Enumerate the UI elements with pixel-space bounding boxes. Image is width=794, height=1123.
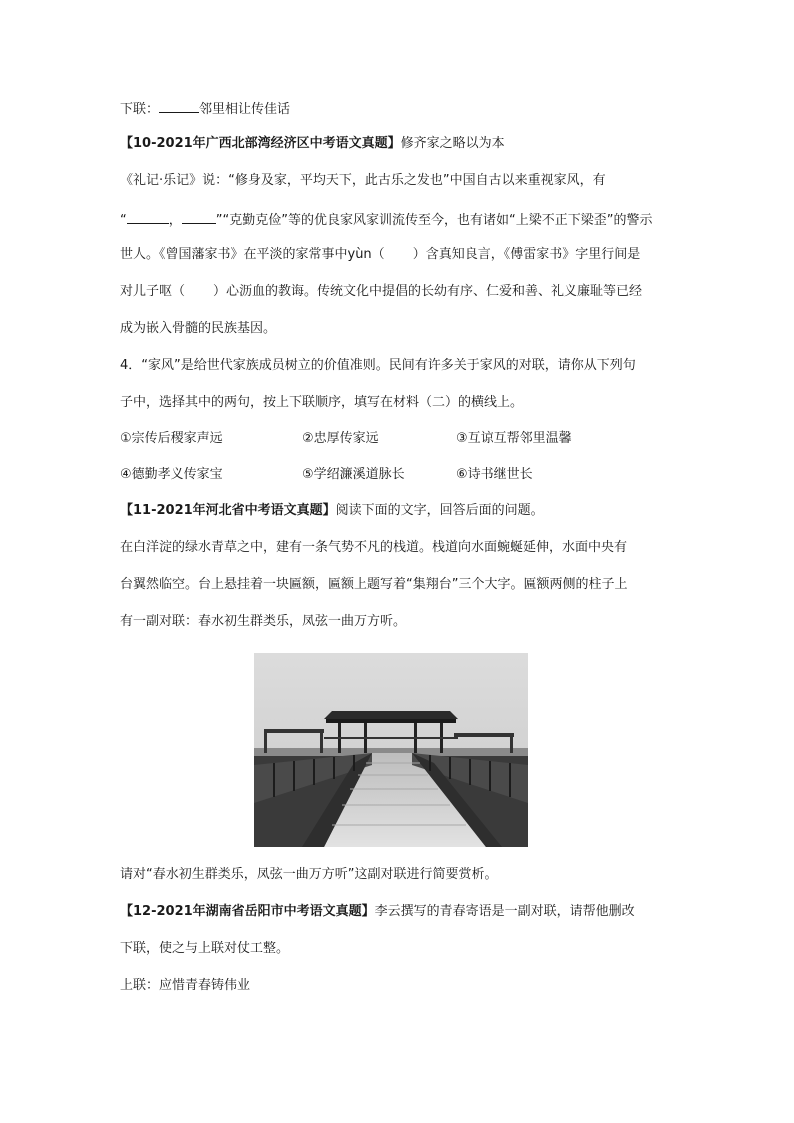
question-12-source: 【12-2021年湖南省岳阳市中考语文真题】 xyxy=(120,904,375,919)
option-item: ②忠厚传家远 xyxy=(302,431,379,446)
answer-blank[interactable] xyxy=(182,209,216,224)
lower-couplet-line xyxy=(120,98,680,119)
paragraph-text: 成为嵌入骨髓的民族基因。 xyxy=(120,321,277,336)
paragraph-line xyxy=(120,209,680,230)
paragraph-text: 有一副对联：春水初生群类乐，凤弦一曲万方听。 xyxy=(120,614,407,629)
lower-couplet-text: 邻里相让传佳话 xyxy=(199,102,291,117)
question-11-header xyxy=(120,502,680,520)
option-item: ⑥诗书继世长 xyxy=(456,467,533,482)
question-11-title: 阅读下面的文字，回答后面的问题。 xyxy=(335,503,544,518)
question-10-title: 修齐家之略以为本 xyxy=(400,136,505,151)
answer-blank[interactable] xyxy=(159,98,199,113)
paragraph-line xyxy=(120,320,680,338)
paragraph-text: 对儿子呕（ xyxy=(120,284,186,299)
upper-couplet-text: 上联：应惜青春铸伟业 xyxy=(120,978,251,993)
question-12-header xyxy=(120,903,680,921)
option-item: ④德勤孝义传家宝 xyxy=(120,467,223,482)
paragraph-text: ）含真知良言，《傅雷家书》字里行间是 xyxy=(412,247,641,262)
paragraph-text: 世人。《曾国藩家书》在平淡的家常事中yùn（ xyxy=(120,247,385,262)
question-12-title: 李云撰写的青春寄语是一副对联，请帮他删改 xyxy=(374,904,635,919)
option-item: ①宗传后稷家声远 xyxy=(120,431,223,446)
paragraph-text: 台翼然临空。台上悬挂着一块匾额，匾额上题写着“集翔台”三个大字。匾额两侧的柱子上 xyxy=(120,577,628,592)
paragraph-text: “ xyxy=(120,213,127,228)
paragraph-line xyxy=(120,613,680,631)
boardwalk-pavilion-photo xyxy=(254,653,528,847)
question-4-text: 子中，选择其中的两句，按上下联顺序，填写在材料（二）的横线上。 xyxy=(120,395,524,410)
upper-couplet-line xyxy=(120,977,680,995)
paragraph-line xyxy=(120,283,680,301)
paragraph-line xyxy=(120,539,680,557)
question-11-source: 【11-2021年河北省中考语文真题】 xyxy=(120,503,336,518)
question-4-text: 4．“家风”是给世代家族成员树立的价值准则。民间有许多关于家风的对联，请你从下列句 xyxy=(120,358,636,373)
answer-blank[interactable] xyxy=(127,209,169,224)
option-item: ③互谅互帮邻里温馨 xyxy=(456,431,572,446)
question-11-ask-text: 请对“春水初生群类乐，凤弦一曲万方听”这副对联进行简要赏析。 xyxy=(120,867,498,882)
paragraph-line xyxy=(120,172,680,190)
question-11-ask xyxy=(120,866,680,884)
lower-couplet-prefix: 下联： xyxy=(120,102,160,117)
paragraph-line xyxy=(120,246,680,264)
paragraph-text: 《礼记·乐记》说：“修身及家，平均天下，此古乐之发也”中国自古以来重视家风，有 xyxy=(120,173,606,188)
paragraph-line xyxy=(120,576,680,594)
question-4-line xyxy=(120,394,680,412)
question-4-line xyxy=(120,357,680,375)
paragraph-text: ）心沥血的教诲。传统文化中提倡的长幼有序、仁爱和善、礼义廉耻等已经 xyxy=(213,284,643,299)
question-10-source: 【10-2021年广西北部湾经济区中考语文真题】 xyxy=(120,136,401,151)
question-10-header xyxy=(120,135,680,153)
option-item: ⑤学绍濂溪道脉长 xyxy=(302,467,405,482)
paragraph-text: 在白洋淀的绿水青草之中，建有一条气势不凡的栈道。栈道向水面蜿蜒延伸，水面中央有 xyxy=(120,540,628,555)
paragraph-line xyxy=(120,940,680,958)
paragraph-text: ”“克勤克俭”等的优良家风家训流传至今，也有诸如“上梁不正下梁歪”的警示 xyxy=(215,213,653,228)
paragraph-text: ， xyxy=(168,213,182,228)
paragraph-text: 下联，使之与上联对仗工整。 xyxy=(120,941,290,956)
